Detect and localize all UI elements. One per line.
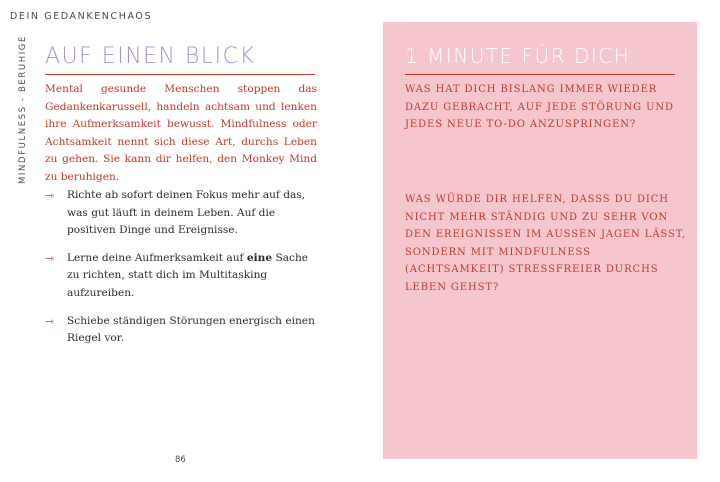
bullet-list (45, 187, 317, 358)
exercise-panel (383, 22, 697, 459)
question-1: WAS HAT DICH BISLANG IMMER WIEDER DAZU GEBRACHT, AUF JEDE STÖRUNG UND JEDES NEUE TO-DO ANZUSPRINGEN? (405, 84, 674, 131)
arrow-right-icon: ⇾ (45, 189, 55, 202)
list-item-text-before: Lerne deine Aufmerksamkeit auf (67, 251, 247, 264)
list-item (45, 313, 317, 348)
title-divider (45, 74, 315, 75)
list-item-text: Richte ab sofort deinen Fokus mehr auf das, was gut läuft in deinem Leben. Auf die positiven Dinge und Ereignisse. (67, 189, 306, 237)
list-item-text: Schiebe ständigen Störungen energisch einen Riegel vor. (67, 314, 315, 345)
side-section-label: MINDFULNESS - BERUHIGE (18, 35, 28, 184)
intro-paragraph: Mental gesunde Menschen stoppen das Gedankenkarussell, handeln achtsam und lenken ihre Aufmerksamkeit bewusst. Mindfulness oder Achtsamkeit nennt sich diese Art, durchs Leben zu gehen. Sie kann dir helfen, den Monkey Mind zu beruhigen. (45, 83, 317, 183)
arrow-right-icon: ⇾ (45, 251, 55, 265)
list-item (45, 187, 317, 240)
list-item (45, 250, 317, 303)
question-2: WAS WÜRDE DIR HELFEN, DASSS DU DICH NICHT MEHR STÄNDIG UND ZU SEHR VON DEN EREIGNISSEN IM AUSSEN JAGEN LÄSST, SONDERN MIT MINDFULNESS (ACHTSAMKEIT) STRESSFREIER DURCHS LEBEN GEHST? (405, 194, 686, 293)
panel-title: 1 MINUTE FÜR DICH (405, 44, 631, 68)
list-item-text-after: Sache zu richten, statt dich im Multitasking aufzureiben. (67, 251, 309, 299)
arrow-right-icon: ⇾ (45, 314, 55, 328)
running-header: DEIN GEDANKENCHAOS (10, 11, 153, 22)
page-number: 86 (175, 455, 186, 465)
page-title: AUF EINEN BLICK (45, 44, 256, 69)
panel-divider (405, 74, 675, 75)
emphasis-word: eine (246, 251, 273, 264)
